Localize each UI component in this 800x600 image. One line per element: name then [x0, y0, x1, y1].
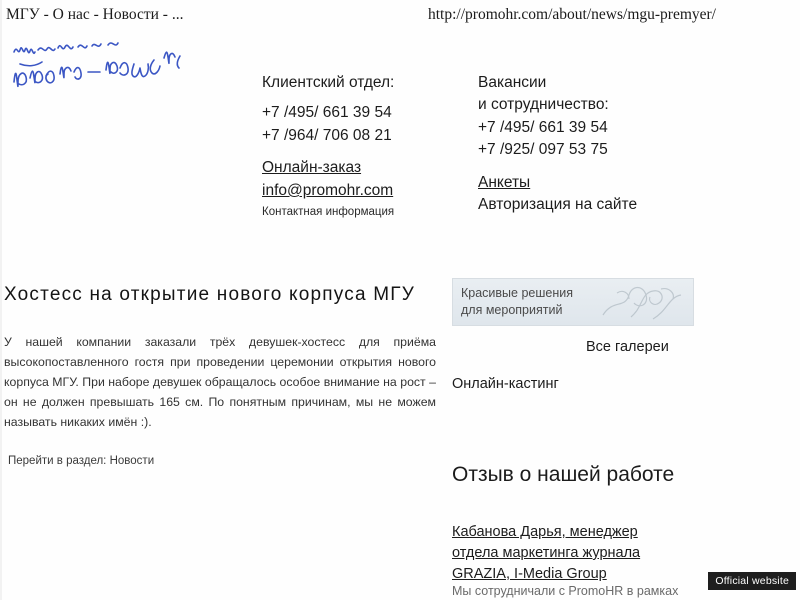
- ornament-icon: [599, 281, 689, 323]
- handwritten-annotation: [8, 30, 208, 100]
- sidebar-banner[interactable]: [452, 278, 694, 326]
- banner-line-2: для мероприятий: [461, 302, 563, 317]
- review-author-line-1[interactable]: Кабанова Дарья, менеджер: [452, 524, 638, 540]
- article-footer-prefix: Перейти в раздел:: [8, 455, 107, 467]
- review-author-line-3[interactable]: GRAZIA, I-Media Group: [452, 566, 607, 583]
- site-authorization-text: Авторизация на сайте: [478, 196, 638, 214]
- client-phone-1: +7 /495/ 661 39 54: [262, 104, 392, 122]
- article-title: Хостесс на открытие нового корпуса МГУ: [4, 284, 415, 305]
- official-website-badge: Official website: [708, 572, 796, 590]
- review-title: Отзыв о нашей работе: [452, 463, 675, 486]
- article-footer: [8, 455, 154, 467]
- vacancies-phone-2: +7 /925/ 097 53 75: [478, 141, 608, 159]
- article-body: У нашей компании заказали трёх девушек-хостесс для приёма высокопоставленного гостя при проведении церемонии открытия нового корпуса МГУ. При наборе девушек обращалось особое внимание на рост – он не должен превышать 165 см. По понятным причинам, мы не можем называть никаких имён :).: [4, 335, 436, 429]
- vacancies-label-line1: Вакансии: [478, 74, 547, 91]
- page-edge: [0, 0, 2, 600]
- page-title: МГУ - О нас - Новости - ...: [6, 6, 184, 23]
- client-department-label: Клиентский отдел:: [262, 74, 395, 91]
- vacancies-label-line2: и сотрудничество:: [478, 96, 609, 114]
- online-order-link[interactable]: Онлайн-заказ: [262, 159, 362, 177]
- review-author-line-2[interactable]: отдела маркетинга журнала: [452, 545, 641, 562]
- all-galleries-link[interactable]: Все галереи: [586, 339, 669, 355]
- online-casting-link[interactable]: Онлайн-кастинг: [452, 376, 559, 392]
- review-text: Мы сотрудничали с PromoHR в рамках: [452, 584, 679, 598]
- contacts-client-department: [262, 72, 452, 221]
- email-link[interactable]: info@promohr.com: [262, 181, 394, 199]
- banner-text: [461, 285, 611, 319]
- page-url: http://promohr.com/about/news/mgu-premyer/: [428, 6, 716, 23]
- client-phone-2: +7 /964/ 706 08 21: [262, 126, 392, 144]
- print-header: [0, 4, 800, 30]
- forms-link[interactable]: Анкеты: [478, 173, 531, 191]
- article-footer-category-link[interactable]: Новости: [109, 455, 155, 467]
- banner-line-1: Красивые решения: [461, 286, 574, 300]
- contacts-vacancies: [478, 72, 688, 217]
- contact-info-note: Контактная информация: [262, 206, 395, 219]
- review-author: [452, 522, 712, 585]
- vacancies-phone-1: +7 /495/ 661 39 54: [478, 118, 608, 136]
